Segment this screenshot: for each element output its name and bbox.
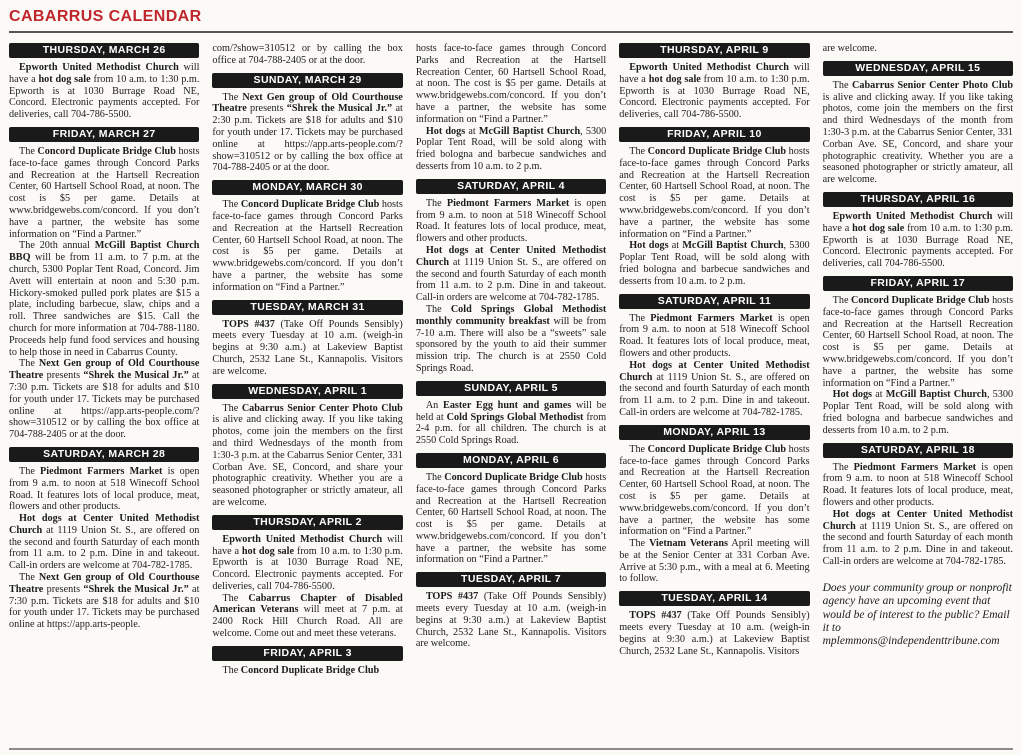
event-paragraph: The Concord Duplicate Bridge Club hosts face-to-face games through Concord Parks and Recreation at the Hartsell Recreation Center, 60 Hartsell School Road, at noon. The cost is $5 per game. Details at www.bridgewebs.com/concord. If you don’t have a partner, the website has some information on “Find a Partner.”: [619, 443, 810, 538]
event-paragraph: The Cold Springs Global Methodist monthly community breakfast will be from 7-10 a.m. There will also be a “sweets” sale sponsored by the youth to aid their summer mission trip. The church is at 2550 Cold Springs Road.: [415, 303, 607, 374]
event-paragraph-continued: com/?show=310512 or by calling the box office at 704-788-2405 or at the door.: [212, 43, 403, 66]
event-paragraph: The Piedmont Farmers Market is open from 9 a.m. to noon at 518 Winecoff School Road. It features lots of local produce, meat, flowers and other products.: [619, 312, 810, 359]
event-paragraph: The Concord Duplicate Bridge Club hosts face-to-face games through Concord Parks and Recreation at the Hartsell Recreation Center, 60 Hartsell School Road, at noon. The cost is $5 per game. Details at www.bridgewebs.com/concord. If you don’t have a partner, the website has some information on “Find a Partner.”: [9, 145, 200, 240]
event-paragraph: Hot dogs at Center United Methodist Church at 1119 Union St. S., are offered on the second and fourth Saturday of each month from 11 a.m. to 2 p.m. Dine in and takeout. Call-in orders are welcome at 704-782-1785.: [619, 359, 810, 418]
event-paragraph: An Easter Egg hunt and games will be held at Cold Springs Global Methodist from 2-4 p.m. for all children. The church is at 2550 Cold Springs Road.: [415, 399, 607, 447]
event-paragraph: TOPS #437 (Take Off Pounds Sensibly) meets every Tuesday at 10 a.m. (weigh-in begins at 9:30 a.m.) at Lakeview Baptist Church, 2532 Lane St., Kannapolis. Visitors: [619, 610, 810, 657]
event-paragraph: Hot dogs at McGill Baptist Church, 5300 Poplar Tent Road, will be sold along with fried bologna and barbecue sandwiches and desserts from 10 a.m. to 2 p.m.: [822, 389, 1014, 436]
event-paragraph: The Next Gen group of Old Courthouse Theatre presents “Shrek the Musical Jr.” at 2:30 p.m. Tickets are $18 for adults and $10 for youth under 17. Tickets may be purchased online at https://app.arts-people.com/?show=310512 or by calling the box office at 704-788-2405 or at the door.: [212, 91, 403, 174]
event-paragraph: The Cabarrus Senior Center Photo Club is alive and clicking away. If you like taking photos, come join the members on the first and third Wednesdays of the month from 1:30-3 p.m. at the Cabarrus Senior Center, 331 Corban Ave. SE, Concord, and share your photographic creativity. Whether you are a seasoned photographer or strictly amateur, all are welcome.: [822, 79, 1014, 186]
date-header-saturday-march-28: SATURDAY, MARCH 28: [9, 447, 199, 462]
date-header-monday-april-13: MONDAY, APRIL 13: [619, 425, 809, 440]
event-paragraph: The Cabarrus Chapter of Disabled American Veterans will meet at 7 p.m. at 2400 Rock Hill Church Road. All are welcome. Come out and meet these veterans.: [212, 592, 403, 640]
footer-rule: [9, 748, 1013, 750]
event-paragraph: The Piedmont Farmers Market is open from 9 a.m. to noon at 518 Winecoff School Road. It features lots of local produce, meat, flowers and other products.: [415, 197, 607, 245]
event-paragraph: The 20th annual McGill Baptist Church BBQ will be from 11 a.m. to 7 p.m. at the church, 5300 Poplar Tent Road, Concord. Jim Avett will entertain at noon and 5:30 p.m. Hickory-smoked pulled pork plates are $15 a plate, including barbecue, slaw, chips and a roll. Three sandwiches are $15. Call the church for more information at 704-788-1180. Proceeds help fund food services and housing to help those in need in Cabarrus County.: [9, 240, 200, 358]
event-paragraph: The Piedmont Farmers Market is open from 9 a.m. to noon at 518 Winecoff School Road. It features lots of local produce, meat, flowers and other products.: [822, 461, 1014, 508]
date-header-friday-april-17: FRIDAY, APRIL 17: [823, 276, 1013, 291]
date-header-tuesday-april-14: TUESDAY, APRIL 14: [619, 591, 809, 606]
column-1: [9, 43, 199, 631]
calendar-columns: [9, 43, 1013, 677]
event-paragraph: Epworth United Methodist Church will have a hot dog sale from 10 a.m. to 1:30 p.m. Epworth is at 1030 Burrage Road NE, Concord. Electronic payments accepted. For deliveries, call 704-786-5500.: [9, 62, 200, 121]
date-header-thursday-march-26: THURSDAY, MARCH 26: [9, 43, 199, 58]
event-paragraph: Epworth United Methodist Church will have a hot dog sale from 10 a.m. to 1:30 p.m. Epworth is at 1030 Burrage Road NE, Concord. Electronic payments accepted. For deliveries, call 704-786-5500.: [619, 62, 810, 121]
event-paragraph: Hot dogs at Center United Methodist Church at 1119 Union St. S., are offered on the second and fourth Saturday of each month from 11 a.m. to 2 p.m. Dine in and takeout. Call-in orders are welcome at 704-782-1785.: [415, 244, 607, 304]
date-header-friday-march-27: FRIDAY, MARCH 27: [9, 127, 199, 142]
column-5: [823, 43, 1013, 649]
event-paragraph: The Piedmont Farmers Market is open from 9 a.m. to noon at 518 Winecoff School Road. It features lots of local produce, meat, flowers and other products.: [9, 465, 200, 513]
event-paragraph: The Concord Duplicate Bridge Club hosts face-to-face games through Concord Parks and Recreation at the Hartsell Recreation Center, 60 Hartsell School Road, at noon. The cost is $5 per game. Details at www.bridgewebs.com/concord. If you don’t have a partner, the website has some information on “Find a Partner.”: [619, 145, 810, 240]
date-header-friday-april-10: FRIDAY, APRIL 10: [619, 127, 809, 142]
masthead: [9, 8, 1013, 26]
event-paragraph: Hot dogs at Center United Methodist Church at 1119 Union St. S., are offered on the second and fourth Saturday of each month from 11 a.m. to 2 p.m. Dine in and takeout. Call-in orders are welcome at 704-782-1785.: [822, 508, 1014, 567]
date-header-saturday-april-11: SATURDAY, APRIL 11: [619, 294, 809, 309]
column-4: [619, 43, 809, 657]
date-header-wednesday-april-1: WEDNESDAY, APRIL 1: [212, 384, 402, 399]
event-paragraph: The Concord Duplicate Bridge Club: [222, 664, 380, 676]
event-paragraph: Hot dogs at McGill Baptist Church, 5300 Poplar Tent Road, will be sold along with fried bologna and barbecue sandwiches and desserts from 10 a.m. to 2 p.m.: [619, 240, 810, 287]
column-2: [212, 43, 402, 677]
date-header-tuesday-march-31: TUESDAY, MARCH 31: [212, 300, 402, 315]
event-paragraph: Epworth United Methodist Church will have a hot dog sale from 10 a.m. to 1:30 p.m. Epworth is at 1030 Burrage Road NE, Concord. Electronic payments accepted. For deliveries, call 704-786-5500.: [822, 210, 1014, 270]
event-paragraph: The Concord Duplicate Bridge Club hosts face-to-face games through Concord Parks and Recreation at the Hartsell Recreation Center, 60 Hartsell School Road, at noon. The cost is $5 per game. Details at www.bridgewebs.com/concord. If you don’t have a partner, the website has some information on “Find a Partner.”: [415, 471, 607, 566]
date-header-thursday-april-2: THURSDAY, APRIL 2: [212, 515, 402, 530]
date-header-thursday-april-9: THURSDAY, APRIL 9: [619, 43, 809, 58]
event-paragraph: The Cabarrus Senior Center Photo Club is alive and clicking away. If you like taking photos, come join the members on the first and third Wednesdays of the month from 1:30-3 p.m. at the Cabarrus Senior Center, 331 Corban Ave. SE, Concord, and share your photographic creativity. Whether you are a seasoned photographer or strictly amateur, all are welcome.: [212, 402, 403, 508]
date-header-sunday-march-29: SUNDAY, MARCH 29: [212, 73, 402, 88]
date-header-wednesday-april-15: WEDNESDAY, APRIL 15: [823, 61, 1013, 76]
date-header-sunday-april-5: SUNDAY, APRIL 5: [416, 381, 606, 396]
date-header-saturday-april-4: SATURDAY, APRIL 4: [416, 179, 606, 194]
date-header-thursday-april-16: THURSDAY, APRIL 16: [823, 192, 1013, 207]
event-paragraph: TOPS #437 (Take Off Pounds Sensibly) meets every Tuesday at 10 a.m. (weigh-in begins at 9:30 a.m.) at Lakeview Baptist Church, 2532 Lane St., Kannapolis. Visitors are welcome.: [212, 318, 403, 377]
event-paragraph: Hot dogs at McGill Baptist Church, 5300 Poplar Tent Road, will be sold along with fried bologna and barbecue sandwiches and desserts from 10 a.m. to 2 p.m.: [415, 125, 607, 172]
submission-note: Does your community group or nonprofit agency have an upcoming event that would be of interest to the public? Email it to mplemmons@independenttribune.com: [822, 581, 1012, 648]
event-paragraph: TOPS #437 (Take Off Pounds Sensibly) meets every Tuesday at 10 a.m. (weigh-in begins at 9:30 a.m.) at Lakeview Baptist Church, 2532 Lane St., Kannapolis. Visitors are welcome.: [415, 591, 607, 650]
event-paragraph: The Concord Duplicate Bridge Club hosts face-to-face games through Concord Parks and Recreation at the Hartsell Recreation Center, 60 Hartsell School Road, at noon. The cost is $5 per game. Details at www.bridgewebs.com/concord. If you don’t have a partner, the website has some information on “Find a Partner.”: [822, 294, 1014, 389]
date-header-saturday-april-18: SATURDAY, APRIL 18: [823, 443, 1013, 458]
event-paragraph: Hot dogs at Center United Methodist Church at 1119 Union St. S., are offered on the second and fourth Saturday of each month from 11 a.m. to 2 p.m. Dine in and takeout. Call-in orders are welcome at 704-782-1785.: [9, 513, 200, 572]
page-title: CABARRUS CALENDAR: [9, 8, 202, 25]
event-paragraph-continued: hosts face-to-face games through Concord Parks and Recreation at the Hartsell Recreation Center, 60 Hartsell School Road, at noon. The cost is $5 per game. Details at www.bridgewebs.com/concord. If you don’t have a partner, the website has some information on “Find a Partner.”: [415, 43, 607, 125]
event-paragraph: The Vietnam Veterans April meeting will be at the Senior Center at 331 Corban Ave. Arrive at 5:30 p.m., with a meal at 6. Meeting to follow.: [619, 538, 810, 585]
date-header-monday-april-6: MONDAY, APRIL 6: [416, 453, 606, 468]
date-header-monday-march-30: MONDAY, MARCH 30: [212, 180, 402, 195]
date-header-tuesday-april-7: TUESDAY, APRIL 7: [416, 572, 606, 587]
event-paragraph: Epworth United Methodist Church will have a hot dog sale from 10 a.m. to 1:30 p.m. Epworth is at 1030 Burrage Road NE, Concord. Electronic payments accepted. For deliveries, call 704-786-5500.: [212, 533, 403, 592]
column-3: [416, 43, 606, 650]
date-header-friday-april-3: FRIDAY, APRIL 3: [212, 646, 402, 661]
masthead-rule: [9, 31, 1013, 33]
event-paragraph: The Concord Duplicate Bridge Club hosts face-to-face games through Concord Parks and Recreation at the Hartsell Recreation Center, 60 Hartsell School Road, at noon. The cost is $5 per game. Details at www.bridgewebs.com/concord. If you don’t have a partner, the website has some information on “Find a Partner.”: [212, 199, 403, 293]
event-paragraph-continued: are welcome.: [822, 43, 877, 54]
event-paragraph: The Next Gen group of Old Courthouse Theatre presents “Shrek the Musical Jr.” at 7:30 p.m. Tickets are $18 for adults and $10 for youth under 17. Tickets may be purchased online at https://app.arts-people.: [9, 572, 200, 631]
event-paragraph: The Next Gen group of Old Courthouse Theatre presents “Shrek the Musical Jr.” at 7:30 p.m. Tickets are $18 for adults and $10 for youth under 17. Tickets may be purchased online at https://app.arts-people.com/?show=310512 or by calling the box office at 704-788-2405 or at the door.: [9, 358, 200, 441]
